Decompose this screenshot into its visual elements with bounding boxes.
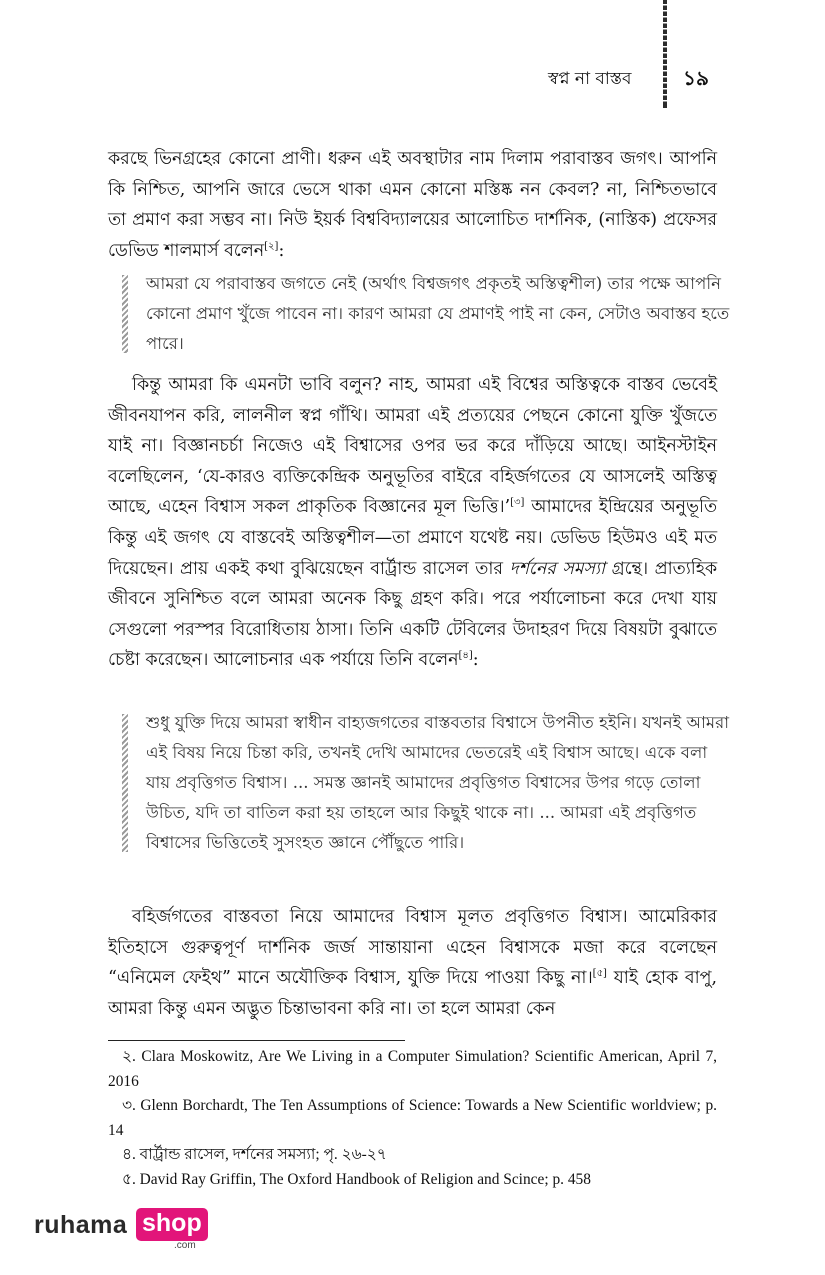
footnote-4: ৪. বার্ট্রান্ড রাসেল, দর্শনের সমস্যা; পৃ. ২৬-২৭ — [122, 1146, 387, 1163]
logo-text-com: .com — [174, 1240, 196, 1251]
logo-text-shop: shop — [136, 1208, 208, 1241]
paragraph-2 — [108, 370, 717, 676]
book-title: দর্শনের সমস্যা — [509, 558, 606, 579]
footnotes — [108, 1045, 717, 1192]
header-rope-ornament — [661, 0, 669, 108]
footnote-2: ২. Clara Moskowitz, Are We Living in a Computer Simulation? Scientific American, April 7, 2016 — [108, 1048, 717, 1090]
citation-5: [৫] — [592, 968, 607, 980]
paragraph-1-end: : — [278, 240, 285, 261]
page-number: ১৯ — [683, 66, 709, 90]
citation-3: [৩] — [510, 497, 525, 509]
paragraph-2-text-3: গ্রন্থে। প্রাত্যহিক জীবনে সুনিশ্চিত বলে আমরা অনেক কিছু গ্রহণ করি। পরে পর্যালোচনা করে দেখা যায় সেগুলো পরস্পর বিরোধিতায় ঠাসা। তিনি একটি টেবিলের উদাহরণ দিয়ে বিষয়টা বুঝাতে চেষ্টা করেছেন। আলোচনার এক পর্যায়ে তিনি বলেন — [108, 558, 718, 671]
paragraph-2-end: : — [472, 650, 479, 671]
footnote-divider — [108, 1040, 405, 1041]
paragraph-2-text-1: কিন্তু আমরা কি এমনটা ভাবি বলুন? নাহ, আমরা এই বিশ্বের অস্তিত্বকে বাস্তব ভেবেই জীবনযাপন করি, লালনীল স্বপ্ন গাঁথি। আমরা এই প্রত্যয়ের পেছনে কোনো যুক্তি খুঁজতে যাই না। বিজ্ঞানচর্চা নিজেও এই বিশ্বাসের ওপর ভর করে দাঁড়িয়ে আছে। আইনস্টাইন বলেছিলেন, ‘যে-কারও ব্যক্তিকেন্দ্রিক অনুভূতির বাইরে বহির্জগতের যে আসলেই অস্তিত্ব আছে, এহেন বিশ্বাস সকল প্রাকৃতিক বিজ্ঞানের মূল ভিত্তি।’ — [108, 375, 717, 518]
paragraph-3-text-2: যাই হোক বাপু, আমরা কিন্তু এমন অদ্ভুত চিন্তাভাবনা করি না। তা হলে আমরা কেন — [108, 968, 717, 1019]
quote-bar — [122, 275, 128, 353]
paragraph-1-text: করছে ভিনগ্রহের কোনো প্রাণী। ধরুন এই অবস্থাটার নাম দিলাম পরাবাস্তব জগৎ। আপনি কি নিশ্চিত, আপনি জারে ভেসে থাকা এমন কোনো মস্তিষ্ক নন কেবল? না, নিশ্চিতভাবে তা প্রমাণ করা সম্ভব না। নিউ ইয়র্ক বিশ্ববিদ্যালয়ের আলোচিত দার্শনিক, (নাস্তিক) প্রফেসর ডেভিড শালমার্স বলেন — [108, 149, 717, 261]
citation-2: [২] — [264, 240, 279, 252]
footnote-3: ৩. Glenn Borchardt, The Ten Assumptions of Science: Towards a New Scientific worldview; p. 14 — [108, 1097, 717, 1139]
blockquote-1-text: আমরা যে পরাবাস্তব জগতে নেই (অর্থাৎ বিশ্বজগৎ প্রকৃতই অস্তিত্বশীল) তার পক্ষে আপনি কোনো প্রমাণ খুঁজে পাবেন না। কারণ আমরা যে প্রমাণই পাই না কেন, সেটাও অবাস্তব হতে পারে। — [146, 274, 730, 353]
citation-4: [৪] — [458, 650, 473, 662]
blockquote-1 — [122, 269, 736, 359]
paragraph-2-text-2: আমাদের ইন্দ্রিয়ের অনুভূতি কিন্তু এই জগৎ যে বাস্তবেই অস্তিত্বশীল—তা প্রমাণে যথেষ্ট নয়। ডেভিড হিউমও এই মত দিয়েছেন। প্রায় একই কথা বুঝিয়েছেন বার্ট্রান্ড রাসেল তার — [108, 497, 717, 579]
paragraph-3-text-1: বহির্জগতের বাস্তবতা নিয়ে আমাদের বিশ্বাস মূলত প্রবৃত্তিগত বিশ্বাস। আমেরিকার ইতিহাসে গুরুত্বপূর্ণ দার্শনিক জর্জ সান্তায়ানা এহেন বিশ্বাসকে মজা করে বলেছেন “এনিমেল ফেইথ” মানে অযৌক্তিক বিশ্বাস, যুক্তি দিয়ে পাওয়া কিছু না। — [108, 907, 717, 989]
paragraph-1 — [108, 144, 717, 266]
footnote-5: ৫. David Ray Griffin, The Oxford Handbook of Religion and Scince; p. 458 — [122, 1170, 591, 1188]
blockquote-2-text: শুধু যুক্তি দিয়ে আমরা স্বাধীন বাহ্যজগতের বাস্তবতার বিশ্বাসে উপনীত হইনি। যখনই আমরা এই বিষয় নিয়ে চিন্তা করি, তখনই দেখি আমাদের ভেতরেই এই বিশ্বাস আছে। একে বলা যায় প্রবৃত্তিগত বিশ্বাস। ... সমস্ত জ্ঞানই আমাদের প্রবৃত্তিগত বিশ্বাসের উপর গড়ে তোলা উচিত, যদি তা বাতিল করা হয় তাহলে আর কিছুই থাকে না। ... আমরা এই প্রবৃত্তিগত বিশ্বাসের ভিত্তিতেই সুসংহত জ্ঞানে পৌঁছুতে পারি। — [146, 713, 730, 852]
logo-text-ruhama: ruhama — [34, 1211, 128, 1239]
quote-bar — [122, 714, 128, 852]
paragraph-3 — [108, 902, 717, 1024]
running-header-title: স্বপ্ন না বাস্তব — [548, 69, 632, 89]
blockquote-2 — [122, 708, 736, 858]
